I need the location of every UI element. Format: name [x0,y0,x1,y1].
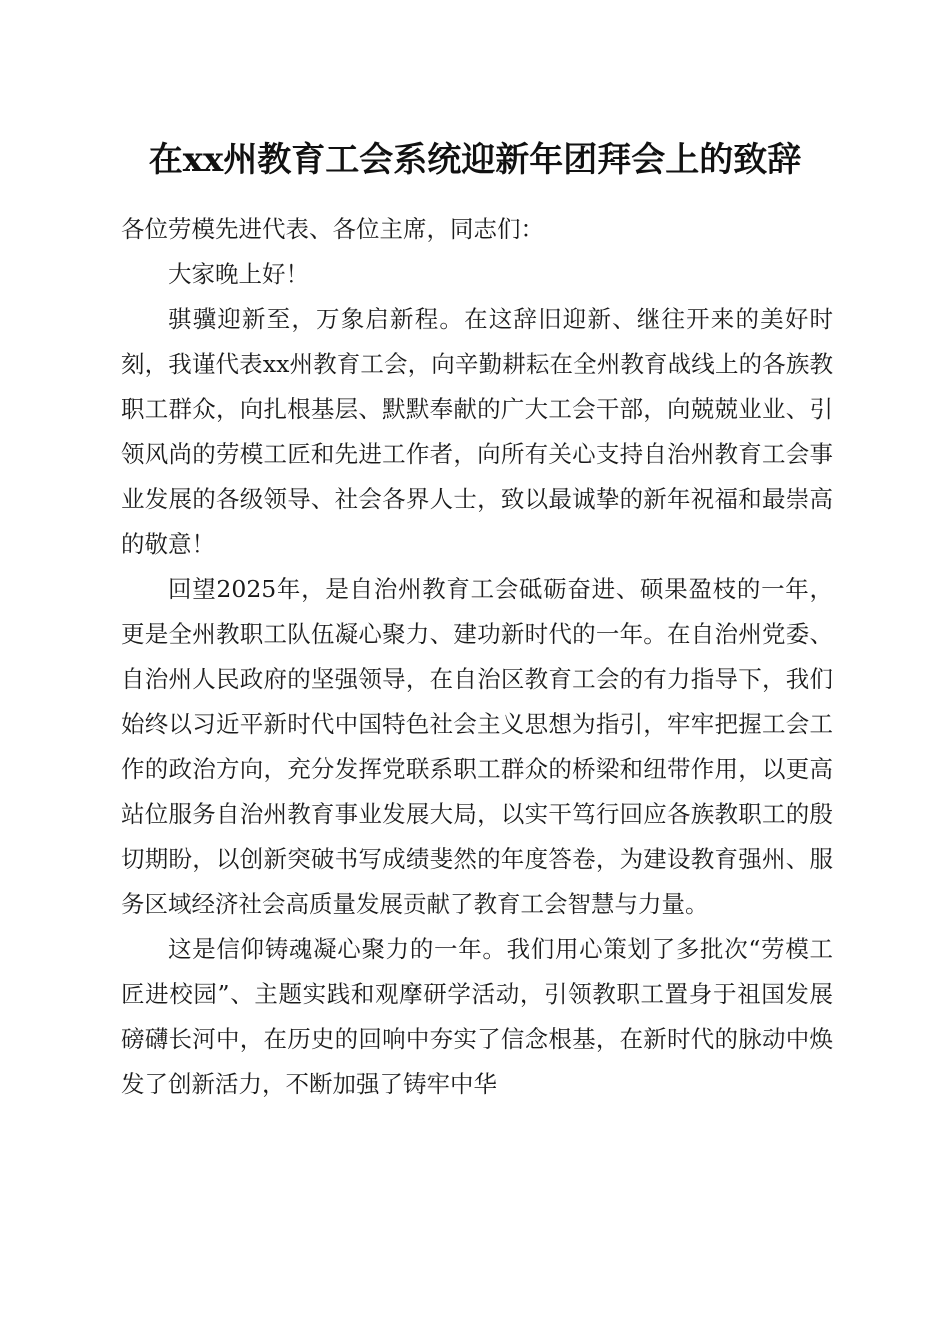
greeting: 大家晚上好！ [168,260,309,288]
document-body [121,207,833,1107]
paragraph: 骐骥迎新至，万象启新程。在这辞旧迎新、继往开来的美好时刻，我谨代表xx州教育工会，向辛勤耕耘在全州教育战线上的各族教职工群众，向扎根基层、默默奉献的广大工会干部，向兢兢业业、引领风尚的劳模工匠和先进工作者，向所有关心支持自治州教育工会事业发展的各级领导、社会各界人士，致以最诚挚的新年祝福和最崇高的敬意！ [121,305,833,558]
paragraph: 回望2025年，是自治州教育工会砥砺奋进、硕果盈枝的一年，更是全州教职工队伍凝心聚力、建功新时代的一年。在自治州党委、自治州人民政府的坚强领导，在自治区教育工会的有力指导下，我们始终以习近平新时代中国特色社会主义思想为指引，牢牢把握工会工作的政治方向，充分发挥党联系职工群众的桥梁和纽带作用，以更高站位服务自治州教育事业发展大局，以实干笃行回应各族教职工的殷切期盼，以创新突破书写成绩斐然的年度答卷，为建设教育强州、服务区域经济社会高质量发展贡献了教育工会智慧与力量。 [121,575,833,918]
document-title: 在xx州教育工会系统迎新年团拜会上的致辞 [148,140,802,180]
paragraph: 这是信仰铸魂凝心聚力的一年。我们用心策划了多批次“劳模工匠进校园”、主题实践和观摩研学活动，引领教职工置身于祖国发展磅礴长河中，在历史的回响中夯实了信念根基，在新时代的脉动中焕发了创新活力，不断加强了铸牢中华 [121,935,833,1098]
salutation: 各位劳模先进代表、各位主席，同志们： [121,215,544,243]
